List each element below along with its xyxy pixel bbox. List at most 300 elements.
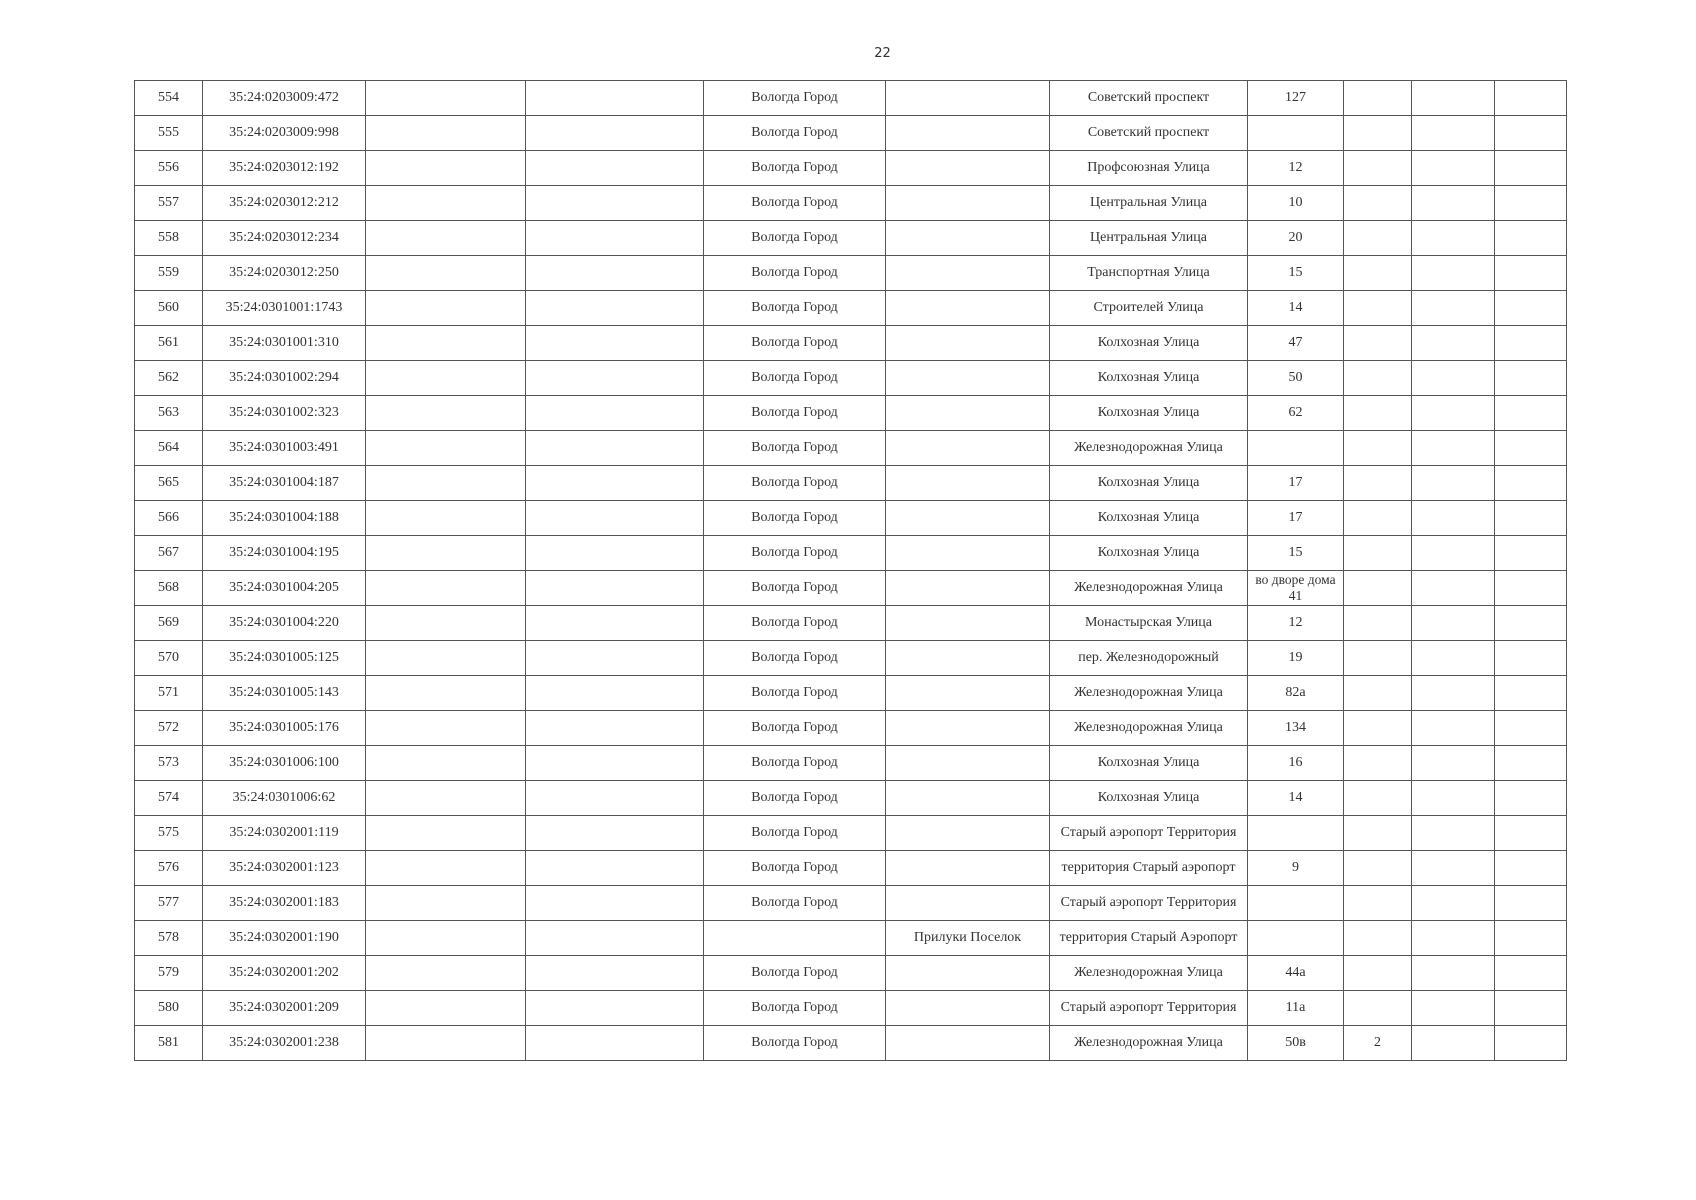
- row-number-cell: 554: [135, 81, 203, 116]
- city-cell: Вологда Город: [704, 606, 886, 641]
- settlement-cell: [886, 81, 1050, 116]
- empty-cell-10: [1412, 81, 1495, 116]
- cadastral-number-cell: 35:24:0301004:188: [203, 501, 366, 536]
- cadastral-number-cell: 35:24:0301005:125: [203, 641, 366, 676]
- extra-cell-9: [1344, 711, 1412, 746]
- cadastral-number-cell: 35:24:0302001:209: [203, 991, 366, 1026]
- city-cell: Вологда Город: [704, 991, 886, 1026]
- empty-cell-11: [1495, 606, 1567, 641]
- cadastral-number-cell: 35:24:0301003:491: [203, 431, 366, 466]
- street-cell: Старый аэропорт Территория: [1050, 991, 1248, 1026]
- table-row: [135, 676, 1567, 711]
- table-row: [135, 606, 1567, 641]
- settlement-cell: [886, 536, 1050, 571]
- cadastral-number-cell: 35:24:0301001:1743: [203, 291, 366, 326]
- empty-cell-3: [366, 641, 526, 676]
- house-cell: во дворе дома 41: [1248, 571, 1344, 606]
- empty-cell-10: [1412, 536, 1495, 571]
- settlement-cell: [886, 466, 1050, 501]
- empty-cell-4: [526, 326, 704, 361]
- extra-cell-9: [1344, 886, 1412, 921]
- page-number: 22: [874, 46, 891, 61]
- house-cell: 134: [1248, 711, 1344, 746]
- row-number-cell: 581: [135, 1026, 203, 1061]
- empty-cell-4: [526, 291, 704, 326]
- city-cell: Вологда Город: [704, 396, 886, 431]
- table-row: [135, 151, 1567, 186]
- cadastral-number-cell: 35:24:0203012:250: [203, 256, 366, 291]
- empty-cell-3: [366, 291, 526, 326]
- street-cell: Железнодорожная Улица: [1050, 431, 1248, 466]
- row-number-cell: 555: [135, 116, 203, 151]
- empty-cell-11: [1495, 256, 1567, 291]
- empty-cell-3: [366, 466, 526, 501]
- cadastral-number-cell: 35:24:0203009:998: [203, 116, 366, 151]
- settlement-cell: [886, 501, 1050, 536]
- table-row: [135, 641, 1567, 676]
- row-number-cell: 557: [135, 186, 203, 221]
- empty-cell-4: [526, 711, 704, 746]
- extra-cell-9: [1344, 361, 1412, 396]
- row-number-cell: 565: [135, 466, 203, 501]
- cadastral-number-cell: 35:24:0302001:238: [203, 1026, 366, 1061]
- house-cell: 12: [1248, 151, 1344, 186]
- cadastral-number-cell: 35:24:0302001:190: [203, 921, 366, 956]
- city-cell: Вологда Город: [704, 151, 886, 186]
- empty-cell-4: [526, 746, 704, 781]
- empty-cell-10: [1412, 606, 1495, 641]
- empty-cell-11: [1495, 711, 1567, 746]
- empty-cell-10: [1412, 431, 1495, 466]
- settlement-cell: [886, 956, 1050, 991]
- settlement-cell: [886, 431, 1050, 466]
- city-cell: Вологда Город: [704, 361, 886, 396]
- empty-cell-11: [1495, 221, 1567, 256]
- extra-cell-9: [1344, 921, 1412, 956]
- empty-cell-4: [526, 1026, 704, 1061]
- empty-cell-3: [366, 1026, 526, 1061]
- street-cell: территория Старый Аэропорт: [1050, 921, 1248, 956]
- empty-cell-3: [366, 361, 526, 396]
- street-cell: Советский проспект: [1050, 116, 1248, 151]
- street-cell: Профсоюзная Улица: [1050, 151, 1248, 186]
- extra-cell-9: [1344, 991, 1412, 1026]
- extra-cell-9: [1344, 396, 1412, 431]
- empty-cell-4: [526, 571, 704, 606]
- table-row: [135, 466, 1567, 501]
- table-row: [135, 396, 1567, 431]
- house-cell: 15: [1248, 256, 1344, 291]
- row-number-cell: 564: [135, 431, 203, 466]
- house-cell: 15: [1248, 536, 1344, 571]
- city-cell: Вологда Город: [704, 746, 886, 781]
- registry-table: [134, 80, 1567, 1061]
- row-number-cell: 560: [135, 291, 203, 326]
- extra-cell-9: [1344, 606, 1412, 641]
- settlement-cell: [886, 291, 1050, 326]
- street-cell: Железнодорожная Улица: [1050, 1026, 1248, 1061]
- city-cell: Вологда Город: [704, 431, 886, 466]
- table-row: [135, 886, 1567, 921]
- extra-cell-9: [1344, 746, 1412, 781]
- city-cell: Вологда Город: [704, 116, 886, 151]
- table-row: [135, 501, 1567, 536]
- settlement-cell: [886, 221, 1050, 256]
- empty-cell-11: [1495, 641, 1567, 676]
- house-cell: [1248, 431, 1344, 466]
- row-number-cell: 556: [135, 151, 203, 186]
- settlement-cell: [886, 361, 1050, 396]
- street-cell: территория Старый аэропорт: [1050, 851, 1248, 886]
- empty-cell-4: [526, 116, 704, 151]
- extra-cell-9: [1344, 536, 1412, 571]
- empty-cell-4: [526, 886, 704, 921]
- cadastral-number-cell: 35:24:0301006:62: [203, 781, 366, 816]
- empty-cell-11: [1495, 676, 1567, 711]
- table-row: [135, 781, 1567, 816]
- city-cell: Вологда Город: [704, 816, 886, 851]
- house-cell: [1248, 921, 1344, 956]
- empty-cell-11: [1495, 291, 1567, 326]
- street-cell: Железнодорожная Улица: [1050, 711, 1248, 746]
- empty-cell-4: [526, 781, 704, 816]
- city-cell: Вологда Город: [704, 571, 886, 606]
- cadastral-number-cell: 35:24:0203012:212: [203, 186, 366, 221]
- empty-cell-11: [1495, 186, 1567, 221]
- row-number-cell: 570: [135, 641, 203, 676]
- empty-cell-10: [1412, 886, 1495, 921]
- empty-cell-4: [526, 676, 704, 711]
- cadastral-number-cell: 35:24:0301002:323: [203, 396, 366, 431]
- cadastral-number-cell: 35:24:0302001:123: [203, 851, 366, 886]
- empty-cell-4: [526, 151, 704, 186]
- empty-cell-10: [1412, 151, 1495, 186]
- extra-cell-9: [1344, 116, 1412, 151]
- settlement-cell: [886, 991, 1050, 1026]
- cadastral-number-cell: 35:24:0301005:143: [203, 676, 366, 711]
- row-number-cell: 558: [135, 221, 203, 256]
- city-cell: Вологда Город: [704, 1026, 886, 1061]
- empty-cell-4: [526, 431, 704, 466]
- empty-cell-4: [526, 466, 704, 501]
- street-cell: Железнодорожная Улица: [1050, 571, 1248, 606]
- empty-cell-11: [1495, 396, 1567, 431]
- extra-cell-9: [1344, 221, 1412, 256]
- settlement-cell: [886, 326, 1050, 361]
- extra-cell-9: [1344, 641, 1412, 676]
- empty-cell-3: [366, 746, 526, 781]
- city-cell: Вологда Город: [704, 81, 886, 116]
- empty-cell-4: [526, 256, 704, 291]
- empty-cell-3: [366, 221, 526, 256]
- empty-cell-4: [526, 641, 704, 676]
- street-cell: Колхозная Улица: [1050, 746, 1248, 781]
- cadastral-number-cell: 35:24:0301004:220: [203, 606, 366, 641]
- empty-cell-10: [1412, 781, 1495, 816]
- settlement-cell: [886, 781, 1050, 816]
- empty-cell-3: [366, 991, 526, 1026]
- table-row: [135, 256, 1567, 291]
- empty-cell-4: [526, 921, 704, 956]
- house-cell: 20: [1248, 221, 1344, 256]
- row-number-cell: 578: [135, 921, 203, 956]
- table-row: [135, 991, 1567, 1026]
- empty-cell-10: [1412, 816, 1495, 851]
- city-cell: Вологда Город: [704, 711, 886, 746]
- empty-cell-10: [1412, 221, 1495, 256]
- table-row: [135, 1026, 1567, 1061]
- extra-cell-9: [1344, 781, 1412, 816]
- empty-cell-3: [366, 256, 526, 291]
- table-row: [135, 711, 1567, 746]
- table-row: [135, 956, 1567, 991]
- house-cell: 16: [1248, 746, 1344, 781]
- house-cell: 12: [1248, 606, 1344, 641]
- street-cell: Центральная Улица: [1050, 221, 1248, 256]
- row-number-cell: 563: [135, 396, 203, 431]
- row-number-cell: 562: [135, 361, 203, 396]
- empty-cell-11: [1495, 501, 1567, 536]
- cadastral-number-cell: 35:24:0203012:192: [203, 151, 366, 186]
- row-number-cell: 580: [135, 991, 203, 1026]
- empty-cell-11: [1495, 781, 1567, 816]
- settlement-cell: [886, 1026, 1050, 1061]
- table-row: [135, 431, 1567, 466]
- city-cell: Вологда Город: [704, 501, 886, 536]
- city-cell: Вологда Город: [704, 851, 886, 886]
- empty-cell-4: [526, 501, 704, 536]
- empty-cell-10: [1412, 116, 1495, 151]
- city-cell: Вологда Город: [704, 886, 886, 921]
- row-number-cell: 566: [135, 501, 203, 536]
- extra-cell-9: [1344, 466, 1412, 501]
- empty-cell-10: [1412, 256, 1495, 291]
- house-cell: 82а: [1248, 676, 1344, 711]
- city-cell: Вологда Город: [704, 956, 886, 991]
- settlement-cell: [886, 396, 1050, 431]
- settlement-cell: [886, 746, 1050, 781]
- city-cell: Вологда Город: [704, 221, 886, 256]
- empty-cell-3: [366, 711, 526, 746]
- row-number-cell: 573: [135, 746, 203, 781]
- street-cell: Железнодорожная Улица: [1050, 676, 1248, 711]
- row-number-cell: 571: [135, 676, 203, 711]
- row-number-cell: 576: [135, 851, 203, 886]
- empty-cell-10: [1412, 641, 1495, 676]
- empty-cell-3: [366, 116, 526, 151]
- house-cell: 50: [1248, 361, 1344, 396]
- empty-cell-11: [1495, 536, 1567, 571]
- table-row: [135, 571, 1567, 606]
- empty-cell-10: [1412, 991, 1495, 1026]
- empty-cell-10: [1412, 396, 1495, 431]
- extra-cell-9: 2: [1344, 1026, 1412, 1061]
- empty-cell-10: [1412, 501, 1495, 536]
- empty-cell-10: [1412, 186, 1495, 221]
- extra-cell-9: [1344, 851, 1412, 886]
- empty-cell-11: [1495, 921, 1567, 956]
- table-row: [135, 291, 1567, 326]
- empty-cell-10: [1412, 1026, 1495, 1061]
- city-cell: Вологда Город: [704, 256, 886, 291]
- street-cell: Колхозная Улица: [1050, 361, 1248, 396]
- house-cell: [1248, 816, 1344, 851]
- row-number-cell: 577: [135, 886, 203, 921]
- empty-cell-11: [1495, 466, 1567, 501]
- empty-cell-4: [526, 81, 704, 116]
- settlement-cell: [886, 676, 1050, 711]
- empty-cell-3: [366, 536, 526, 571]
- settlement-cell: [886, 886, 1050, 921]
- empty-cell-3: [366, 676, 526, 711]
- table-row: [135, 746, 1567, 781]
- extra-cell-9: [1344, 186, 1412, 221]
- city-cell: [704, 921, 886, 956]
- empty-cell-4: [526, 396, 704, 431]
- extra-cell-9: [1344, 431, 1412, 466]
- extra-cell-9: [1344, 956, 1412, 991]
- house-cell: 47: [1248, 326, 1344, 361]
- empty-cell-11: [1495, 431, 1567, 466]
- empty-cell-3: [366, 886, 526, 921]
- cadastral-number-cell: 35:24:0301001:310: [203, 326, 366, 361]
- empty-cell-11: [1495, 956, 1567, 991]
- house-cell: 14: [1248, 291, 1344, 326]
- cadastral-number-cell: 35:24:0302001:119: [203, 816, 366, 851]
- empty-cell-3: [366, 851, 526, 886]
- street-cell: Колхозная Улица: [1050, 781, 1248, 816]
- empty-cell-11: [1495, 816, 1567, 851]
- empty-cell-4: [526, 606, 704, 641]
- cadastral-number-cell: 35:24:0301005:176: [203, 711, 366, 746]
- extra-cell-9: [1344, 151, 1412, 186]
- street-cell: Советский проспект: [1050, 81, 1248, 116]
- empty-cell-4: [526, 221, 704, 256]
- empty-cell-3: [366, 956, 526, 991]
- house-cell: 14: [1248, 781, 1344, 816]
- house-cell: 44а: [1248, 956, 1344, 991]
- extra-cell-9: [1344, 81, 1412, 116]
- cadastral-number-cell: 35:24:0203009:472: [203, 81, 366, 116]
- empty-cell-10: [1412, 361, 1495, 396]
- house-cell: 127: [1248, 81, 1344, 116]
- city-cell: Вологда Город: [704, 326, 886, 361]
- empty-cell-4: [526, 536, 704, 571]
- city-cell: Вологда Город: [704, 466, 886, 501]
- cadastral-number-cell: 35:24:0301004:195: [203, 536, 366, 571]
- table-row: [135, 851, 1567, 886]
- settlement-cell: [886, 851, 1050, 886]
- table-row: [135, 361, 1567, 396]
- street-cell: Старый аэропорт Территория: [1050, 816, 1248, 851]
- table-row: [135, 186, 1567, 221]
- table-row: [135, 116, 1567, 151]
- empty-cell-3: [366, 571, 526, 606]
- settlement-cell: [886, 816, 1050, 851]
- empty-cell-11: [1495, 151, 1567, 186]
- extra-cell-9: [1344, 571, 1412, 606]
- cadastral-number-cell: 35:24:0301004:187: [203, 466, 366, 501]
- city-cell: Вологда Город: [704, 676, 886, 711]
- empty-cell-10: [1412, 711, 1495, 746]
- settlement-cell: [886, 711, 1050, 746]
- empty-cell-4: [526, 361, 704, 396]
- street-cell: Монастырская Улица: [1050, 606, 1248, 641]
- empty-cell-11: [1495, 1026, 1567, 1061]
- street-cell: Старый аэропорт Территория: [1050, 886, 1248, 921]
- street-cell: Колхозная Улица: [1050, 501, 1248, 536]
- empty-cell-3: [366, 606, 526, 641]
- empty-cell-11: [1495, 886, 1567, 921]
- street-cell: Колхозная Улица: [1050, 326, 1248, 361]
- empty-cell-11: [1495, 991, 1567, 1026]
- empty-cell-4: [526, 956, 704, 991]
- empty-cell-11: [1495, 746, 1567, 781]
- city-cell: Вологда Город: [704, 186, 886, 221]
- empty-cell-4: [526, 816, 704, 851]
- empty-cell-10: [1412, 291, 1495, 326]
- row-number-cell: 567: [135, 536, 203, 571]
- settlement-cell: Прилуки Поселок: [886, 921, 1050, 956]
- row-number-cell: 574: [135, 781, 203, 816]
- empty-cell-4: [526, 851, 704, 886]
- empty-cell-11: [1495, 571, 1567, 606]
- house-cell: [1248, 116, 1344, 151]
- empty-cell-10: [1412, 746, 1495, 781]
- empty-cell-4: [526, 991, 704, 1026]
- empty-cell-3: [366, 81, 526, 116]
- house-cell: 19: [1248, 641, 1344, 676]
- extra-cell-9: [1344, 256, 1412, 291]
- row-number-cell: 572: [135, 711, 203, 746]
- street-cell: Железнодорожная Улица: [1050, 956, 1248, 991]
- settlement-cell: [886, 256, 1050, 291]
- empty-cell-10: [1412, 676, 1495, 711]
- empty-cell-10: [1412, 956, 1495, 991]
- cadastral-number-cell: 35:24:0301004:205: [203, 571, 366, 606]
- empty-cell-10: [1412, 466, 1495, 501]
- empty-cell-3: [366, 921, 526, 956]
- row-number-cell: 568: [135, 571, 203, 606]
- cadastral-number-cell: 35:24:0302001:202: [203, 956, 366, 991]
- street-cell: Транспортная Улица: [1050, 256, 1248, 291]
- cadastral-number-cell: 35:24:0203012:234: [203, 221, 366, 256]
- house-cell: 11а: [1248, 991, 1344, 1026]
- extra-cell-9: [1344, 501, 1412, 536]
- empty-cell-10: [1412, 851, 1495, 886]
- table-row: [135, 921, 1567, 956]
- empty-cell-3: [366, 326, 526, 361]
- house-cell: 9: [1248, 851, 1344, 886]
- cadastral-number-cell: 35:24:0301002:294: [203, 361, 366, 396]
- empty-cell-3: [366, 781, 526, 816]
- settlement-cell: [886, 186, 1050, 221]
- empty-cell-11: [1495, 326, 1567, 361]
- street-cell: пер. Железнодорожный: [1050, 641, 1248, 676]
- table-row: [135, 326, 1567, 361]
- settlement-cell: [886, 151, 1050, 186]
- table-body: [135, 81, 1567, 1061]
- house-cell: 17: [1248, 466, 1344, 501]
- city-cell: Вологда Город: [704, 781, 886, 816]
- table-row: [135, 221, 1567, 256]
- settlement-cell: [886, 606, 1050, 641]
- extra-cell-9: [1344, 676, 1412, 711]
- street-cell: Колхозная Улица: [1050, 536, 1248, 571]
- empty-cell-10: [1412, 326, 1495, 361]
- empty-cell-3: [366, 151, 526, 186]
- settlement-cell: [886, 641, 1050, 676]
